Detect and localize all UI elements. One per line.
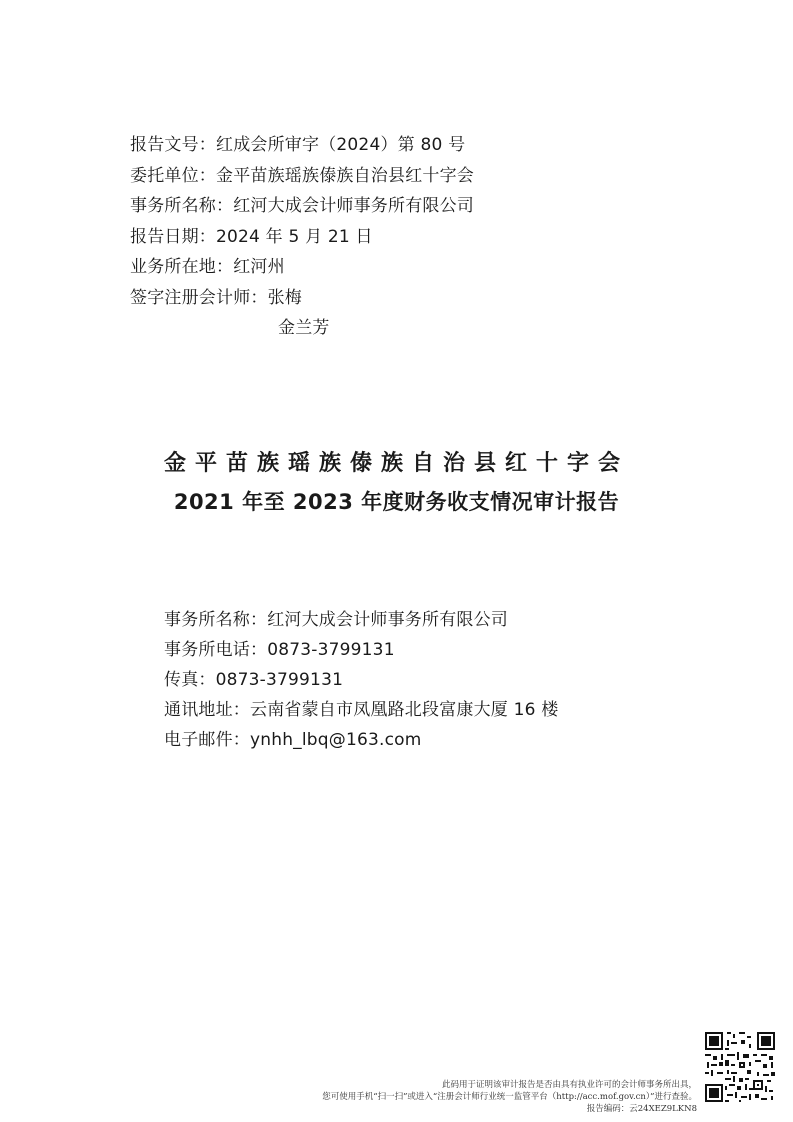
verification-note-1: 此码用于证明该审计报告是否由具有执业许可的会计师事务所出具， — [441, 1080, 697, 1090]
signing-cpa: 签字注册会计师：张梅 — [130, 287, 302, 308]
client-name: 委托单位：金平苗族瑶族傣族自治县红十字会 — [130, 165, 474, 186]
contact-firm-name: 事务所名称：红河大成会计师事务所有限公司 — [164, 610, 508, 630]
qr-code-icon[interactable] — [703, 1030, 777, 1104]
report-code: 报告编码：云24XEZ9LKN8 — [586, 1104, 697, 1114]
report-meta — [130, 130, 474, 344]
report-date: 报告日期：2024 年 5 月 21 日 — [130, 226, 373, 247]
contact-email: 电子邮件：ynhh_lbq@163.com — [164, 730, 422, 750]
verification-footer — [322, 1079, 697, 1115]
report-title-line1: 金平苗族瑶族傣族自治县红十字会 — [163, 451, 629, 476]
contact-fax: 传真：0873-3799131 — [164, 670, 344, 690]
firm-contact-block — [164, 605, 558, 755]
report-title-line2: 2021 年至 2023 年度财务收支情况审计报告 — [173, 490, 620, 514]
business-location: 业务所在地：红河州 — [130, 257, 285, 277]
signing-cpa-second: 金兰芳 — [278, 318, 330, 338]
firm-name: 事务所名称：红河大成会计师事务所有限公司 — [130, 196, 474, 216]
contact-address: 通讯地址：云南省蒙自市凤凰路北段富康大厦 16 楼 — [164, 700, 559, 720]
contact-phone: 事务所电话：0873-3799131 — [164, 640, 395, 660]
report-number: 报告文号：红成会所审字（2024）第 80 号 — [130, 135, 466, 155]
verification-note-2: 您可使用手机“扫一扫”或进入“注册会计师行业统一监管平台（http://acc.mof.gov.cn）”进行查验。 — [322, 1092, 697, 1102]
